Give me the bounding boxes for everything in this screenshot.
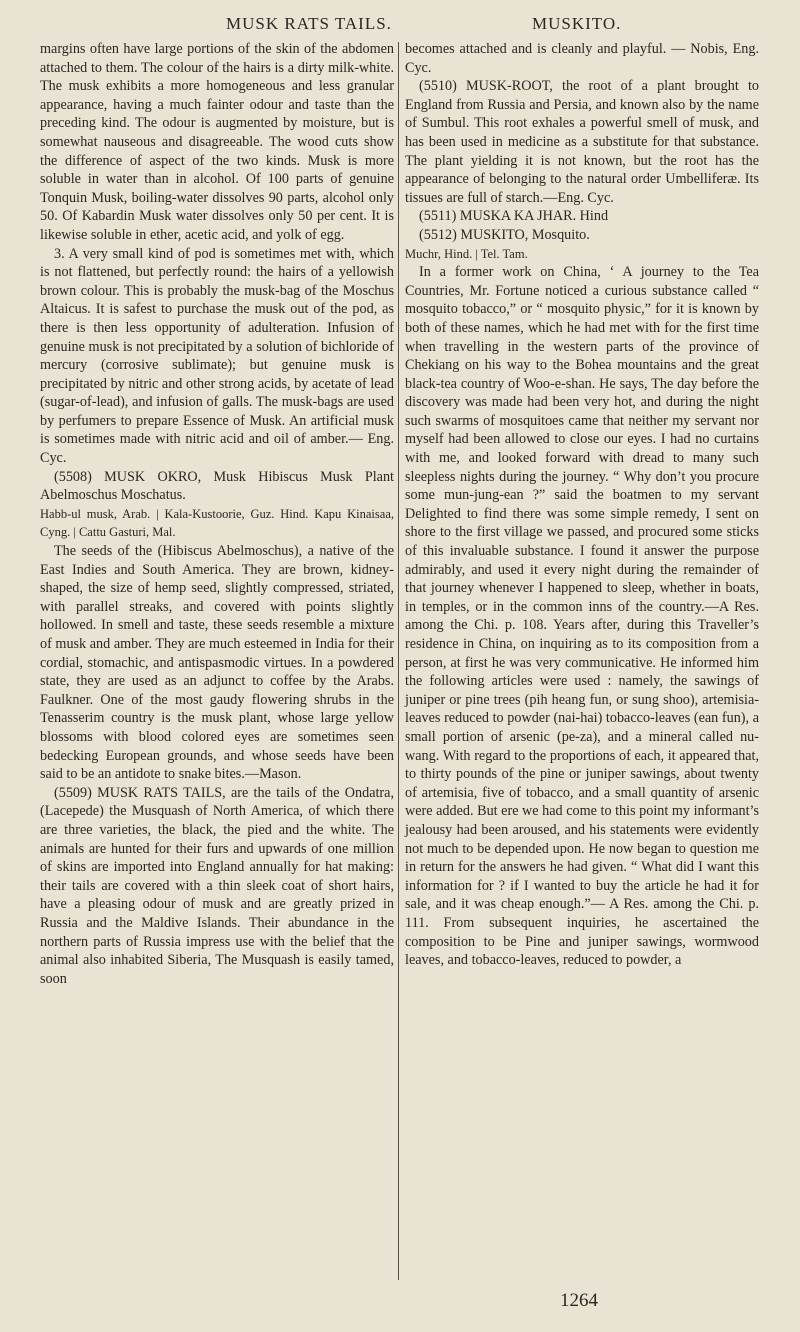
right-column (405, 40, 759, 970)
running-head-left: MUSK RATS TAILS. (226, 14, 392, 33)
column-divider (398, 42, 399, 1280)
entry-5508-body: The seeds of the (Hibiscus Abelmoschus), a native of the East Indies and South America. They are brown, kidney-shaped, the size of hemp seed, slightly compressed, striated, with parallel streaks, and covered with points slightly hollowed. In smell and taste, these seeds resemble a mixture of musk and amber. They are much esteemed in India for their cordial, stomachic, and antispasmodic virtues. In a powdered state, they are used as an adjunct to coffee by the Arabs. Faulkner. One of the most gaudy flowering shrubs in the Tenasserim country is the musk plant, whose large yellow blossoms with blood colored eyes are sometimes seen bedecking European grounds, and whose seeds have been said to be an antidote to snake bites.—Mason. (40, 543, 394, 783)
entry-5509: (5509) MUSK RATS TAILS, are the tails of the Ondatra, (Lacepede) the Musquash of North America, of which there are three varieties, the black, the pied and the white. The animals are hunted for their furs and upwards of one million of skins are imported into England annually for hat making: their tails are covered with a thin sleek coat of short hairs, have a pleasing odour of musk and are greatly prized in Russia and the Maldive Islands. Their abundance in the northern parts of Russia impress use with the belief that the animal also inhabited Siberia, The Musquash is easily tamed, soon (40, 784, 394, 987)
left-column (40, 40, 394, 988)
entry-5512-body: In a former work on China, ‘ A journey to the Tea Countries, Mr. Fortune noticed a curious substance called “ mosquito tobacco,” or “ mosquito physic,” for it is known by both of these names, which he had met with for the first time when travelling in the western parts of the province of Chekiang on his way to the Bohea mountains and the great black-tea country of Woo-e-shan. He says, The day before the discovery was made had been very hot, and during the night such swarms of mosquitoes came that neither my servant nor myself had been allowed to close our eyes. I had no curtains with me, and looked forward with dread to many such sleepless nights during the journey. “ Why don’t you procure some mun-jung-ean ?” said the boatmen to my servant Delighted to find there was some simple remedy, I sent on shore to the first village we passed, and procured some sticks of this invaluable substance. I found it answer the purpose admirably, and used it every night during the remainder of that journey whenever I happened to sleep, whether in boats, in temples, or in the common inns of the country.—A Res. among the Chi. p. 108. Years after, during this Traveller’s residence in China, on inquiring as to its composition from a person, at first he was very communicative. He informed him the following articles were used : namely, the sawings of juniper or pine trees (pih heang fun, or sung shoo), artemisia-leaves reduced to powder (nai-hai) tobacco-leaves (ean fun), a small portion of arsenic (pe-za), and a mineral called nu-wang. With regard to the proportions of each, it appeared that, to thirty pounds of the pine or juniper sawings, about twenty of artemisia, five of tobacco, and a small quantity of arsenic were added. But ere we had come to this point my informant’s jealousy had been aroused, and his statements were evidently not much to be depended upon. He now began to question me in return for the answers he had given. “ What did I want this information for ? if I wanted to buy the article he had it for sale, and it was cheap enough.”— A Res. among the Chi. p. 111. From subsequent inquiries, he ascertained the composition to be Pine and juniper sawings, wormwood leaves, and tobacco-leaves, reduced to powder, a (405, 264, 759, 969)
running-head-right: MUSKITO. (532, 14, 622, 33)
entry-5512-synonyms: Muchr, Hind. | Tel. Tam. (405, 246, 528, 261)
entry-5508-synonyms: Habb-ul musk, Arab. | Kala-Kustoorie, Guz. Hind. Kapu Kinaisaa, Cyng. | Cattu Gasturi, Mal. (40, 506, 394, 540)
paragraph-small-pod: 3. A very small kind of pod is sometimes met with, which is not flattened, but perfectly round: the hairs of a yellowish brown colour. This is probably the musk-bag of the Moschus Altaicus. It is safest to purchase the musk out of the pod, as there is then less opportunity of adulteration. Infusion of genuine musk is not precipitated by a solution of bichloride of mercury (corrosive sublimate); but genuine musk is precipitated by nitric and other strong acids, by acetate of lead (sugar-of-lead), and infusion of galls. The musk-bags are used by perfumers to prepare Essence of Musk. An artificial musk is sometimes made with nitric acid and oil of amber.— Eng. Cyc. (40, 245, 394, 467)
entry-5510: (5510) MUSK-ROOT, the root of a plant brought to England from Russia and Persia, and known also by the name of Sumbul. This root exhales a powerful smell of musk, and has been used in medicine as a substitute for that substance. The plant yielding it is not known, but the root has the appearance of belonging to the natural order Umbelliferæ. Its tissues are full of starch.—Eng. Cyc. (405, 78, 759, 206)
entry-5512-heading: (5512) MUSKITO, Mosquito. (419, 226, 590, 243)
paragraph-musk-aspect: margins often have large portions of the skin of the abdomen attached to them. The colour of the hairs is a dirty milk-white. The musk exhibits a more homogeneous and less granular appearance, having a much fainter odour and taste than the preceding kind. The odour is augmented by moisture, but is somewhat nauseous and disagreeable. The wood cuts show the difference of aspect of the two kinds. Musk is more soluble in water than in alcohol. Of 100 parts of genuine Tonquin Musk, boiling-water dissolves 90 parts, alcohol only 50. Of Kabardin Musk water dissolves only 50 per cent. It is likewise soluble in ether, acetic acid, and yolk of egg. (40, 41, 394, 243)
entry-5508-heading: (5508) MUSK OKRO, Musk Hibiscus Musk Plant Abelmoschus Moschatus. (40, 468, 394, 504)
page-number: 1264 (560, 1290, 598, 1311)
entry-5511: (5511) MUSKA KA JHAR. Hind (419, 208, 609, 225)
paragraph-continuation: becomes attached and is cleanly and playful. — Nobis, Eng. Cyc. (405, 41, 759, 76)
